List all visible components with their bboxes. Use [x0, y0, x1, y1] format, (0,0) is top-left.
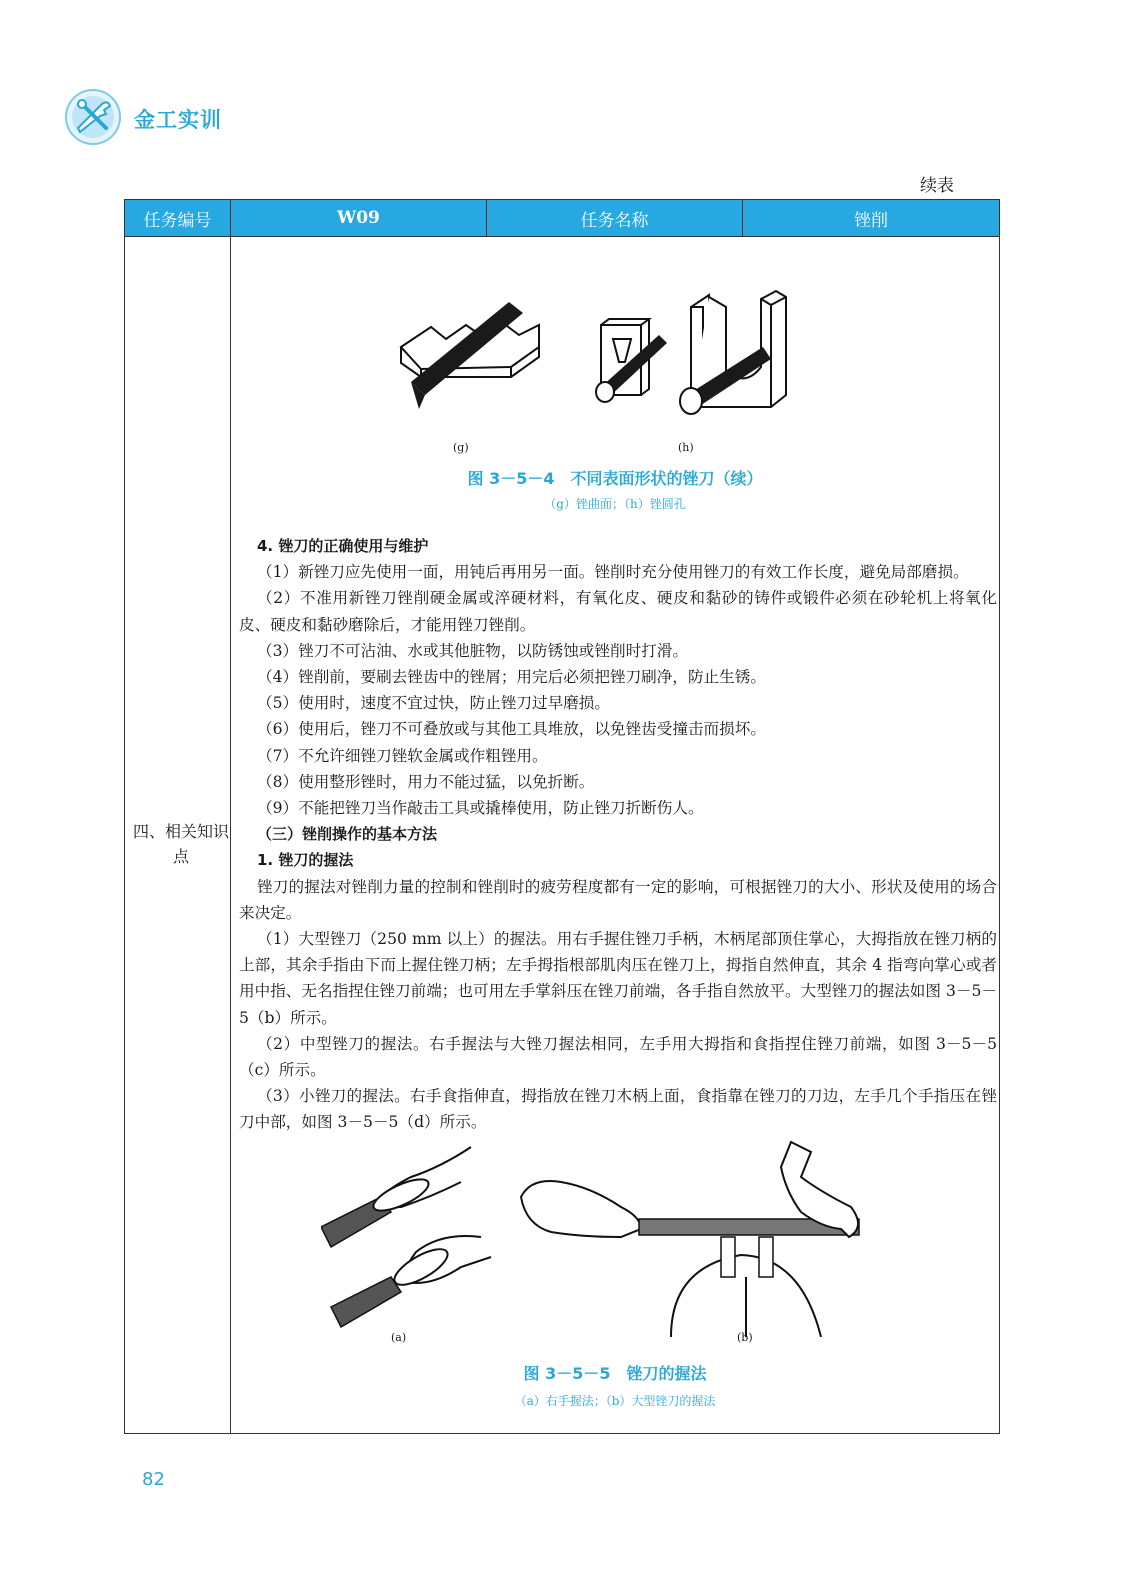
header-task-name-value: 锉削: [743, 200, 1000, 237]
section-label: 四、相关知识点: [132, 822, 229, 866]
figure-caption: 图 3－5－5 锉刀的握法: [523, 1364, 707, 1383]
wrench-logo-icon: [64, 88, 122, 146]
table-header-row: [125, 200, 1000, 237]
figure-caption: 图 3－5－4 不同表面形状的锉刀（续）: [467, 469, 763, 488]
right-hand-grip-illustration: [321, 1147, 491, 1327]
file-shapes-figure: [391, 277, 811, 422]
figure-sublabel-a: (a): [391, 1331, 407, 1344]
header-task-name-label: 任务名称: [487, 200, 743, 237]
header-task-id-value: W09: [231, 200, 487, 237]
paragraph: （1）大型锉刀（250 mm 以上）的握法。用右手握住锉刀手柄，木柄尾部顶住掌心，大拇指放在锉刀柄的上部，其余手指由下而上握住锉刀柄；左手拇指根部肌肉压在锉刀上，拇指自然伸直，其余 4 指弯向掌心或者用中指、无名指捏住锉刀前端；也可用左手掌斜压在锉刀前端，各手指自然放平。大型锉刀的握法如图 3－5－5（b）所示。: [239, 930, 997, 1027]
figure-sublabel-b: (b): [737, 1331, 753, 1344]
paragraph: （1）新锉刀应先使用一面，用钝后再用另一面。锉削时充分使用锉刀的有效工作长度，避免局部磨损。: [257, 563, 969, 582]
paragraph: （3）小锉刀的握法。右手食指伸直，拇指放在锉刀木柄上面，食指靠在锉刀的刀边，左手几个手指压在锉刀中部，如图 3－5－5（d）所示。: [239, 1087, 997, 1132]
paragraph: （6）使用后，锉刀不可叠放或与其他工具堆放，以免锉齿受撞击而损坏。: [257, 720, 766, 739]
paragraph: （3）锉刀不可沾油、水或其他脏物，以防锈蚀或锉削时打滑。: [257, 641, 688, 660]
heading: （三）锉削操作的基本方法: [257, 825, 438, 844]
paragraph: （9）不能把锉刀当作敲击工具或撬棒使用，防止锉刀折断伤人。: [257, 799, 704, 818]
header-task-id-label: 任务编号: [125, 200, 231, 237]
book-title: 金工实训: [134, 108, 222, 132]
curved-file-illustration: [401, 302, 539, 409]
heading: 1. 锉刀的握法: [257, 851, 354, 870]
continued-label: 续表: [920, 176, 954, 196]
figure-subcaption: （a）右手握法；（b）大型锉刀的握法: [514, 1394, 716, 1408]
round-hole-file-illustration-small: [596, 319, 667, 402]
paragraph: （5）使用时，速度不宜过快，防止锉刀过早磨损。: [257, 694, 610, 713]
heading: 4. 锉刀的正确使用与维护: [257, 537, 429, 555]
figure-sublabel-g: (g): [453, 441, 469, 454]
figure-sublabel-h: (h): [678, 441, 694, 454]
paragraph: 锉刀的握法对锉削力量的控制和锉削时的疲劳程度都有一定的影响，可根据锉刀的大小、形状及使用的场合来决定。: [239, 877, 997, 922]
content-cell: [231, 237, 1000, 1434]
task-table: [124, 199, 1000, 1434]
paragraph: （2）不准用新锉刀锉削硬金属或淬硬材料，有氧化皮、硬皮和黏砂的铸件或锻件必须在砂轮机上将氧化皮、硬皮和黏砂磨除后，才能用锉刀锉削。: [239, 589, 998, 634]
file-grip-figure: [321, 1137, 881, 1337]
page-number: 82: [142, 1469, 165, 1490]
large-file-grip-illustration: [521, 1142, 859, 1337]
body-text: [239, 533, 997, 1136]
section-cell: [125, 237, 231, 1434]
round-hole-file-illustration-large: [680, 291, 786, 414]
paragraph: （7）不允许细锉刀锉软金属或作粗锉用。: [257, 746, 548, 765]
paragraph: （2）中型锉刀的握法。右手握法与大锉刀握法相同，左手用大拇指和食指捏住锉刀前端，如图 3－5－5（c）所示。: [239, 1034, 997, 1080]
paragraph: （8）使用整形锉时，用力不能过猛，以免折断。: [257, 772, 595, 791]
paragraph: （4）锉削前，要刷去锉齿中的锉屑；用完后必须把锉刀刷净，防止生锈。: [257, 668, 766, 687]
figure-subcaption: （g）锉曲面；（h）锉圆孔: [544, 497, 686, 511]
